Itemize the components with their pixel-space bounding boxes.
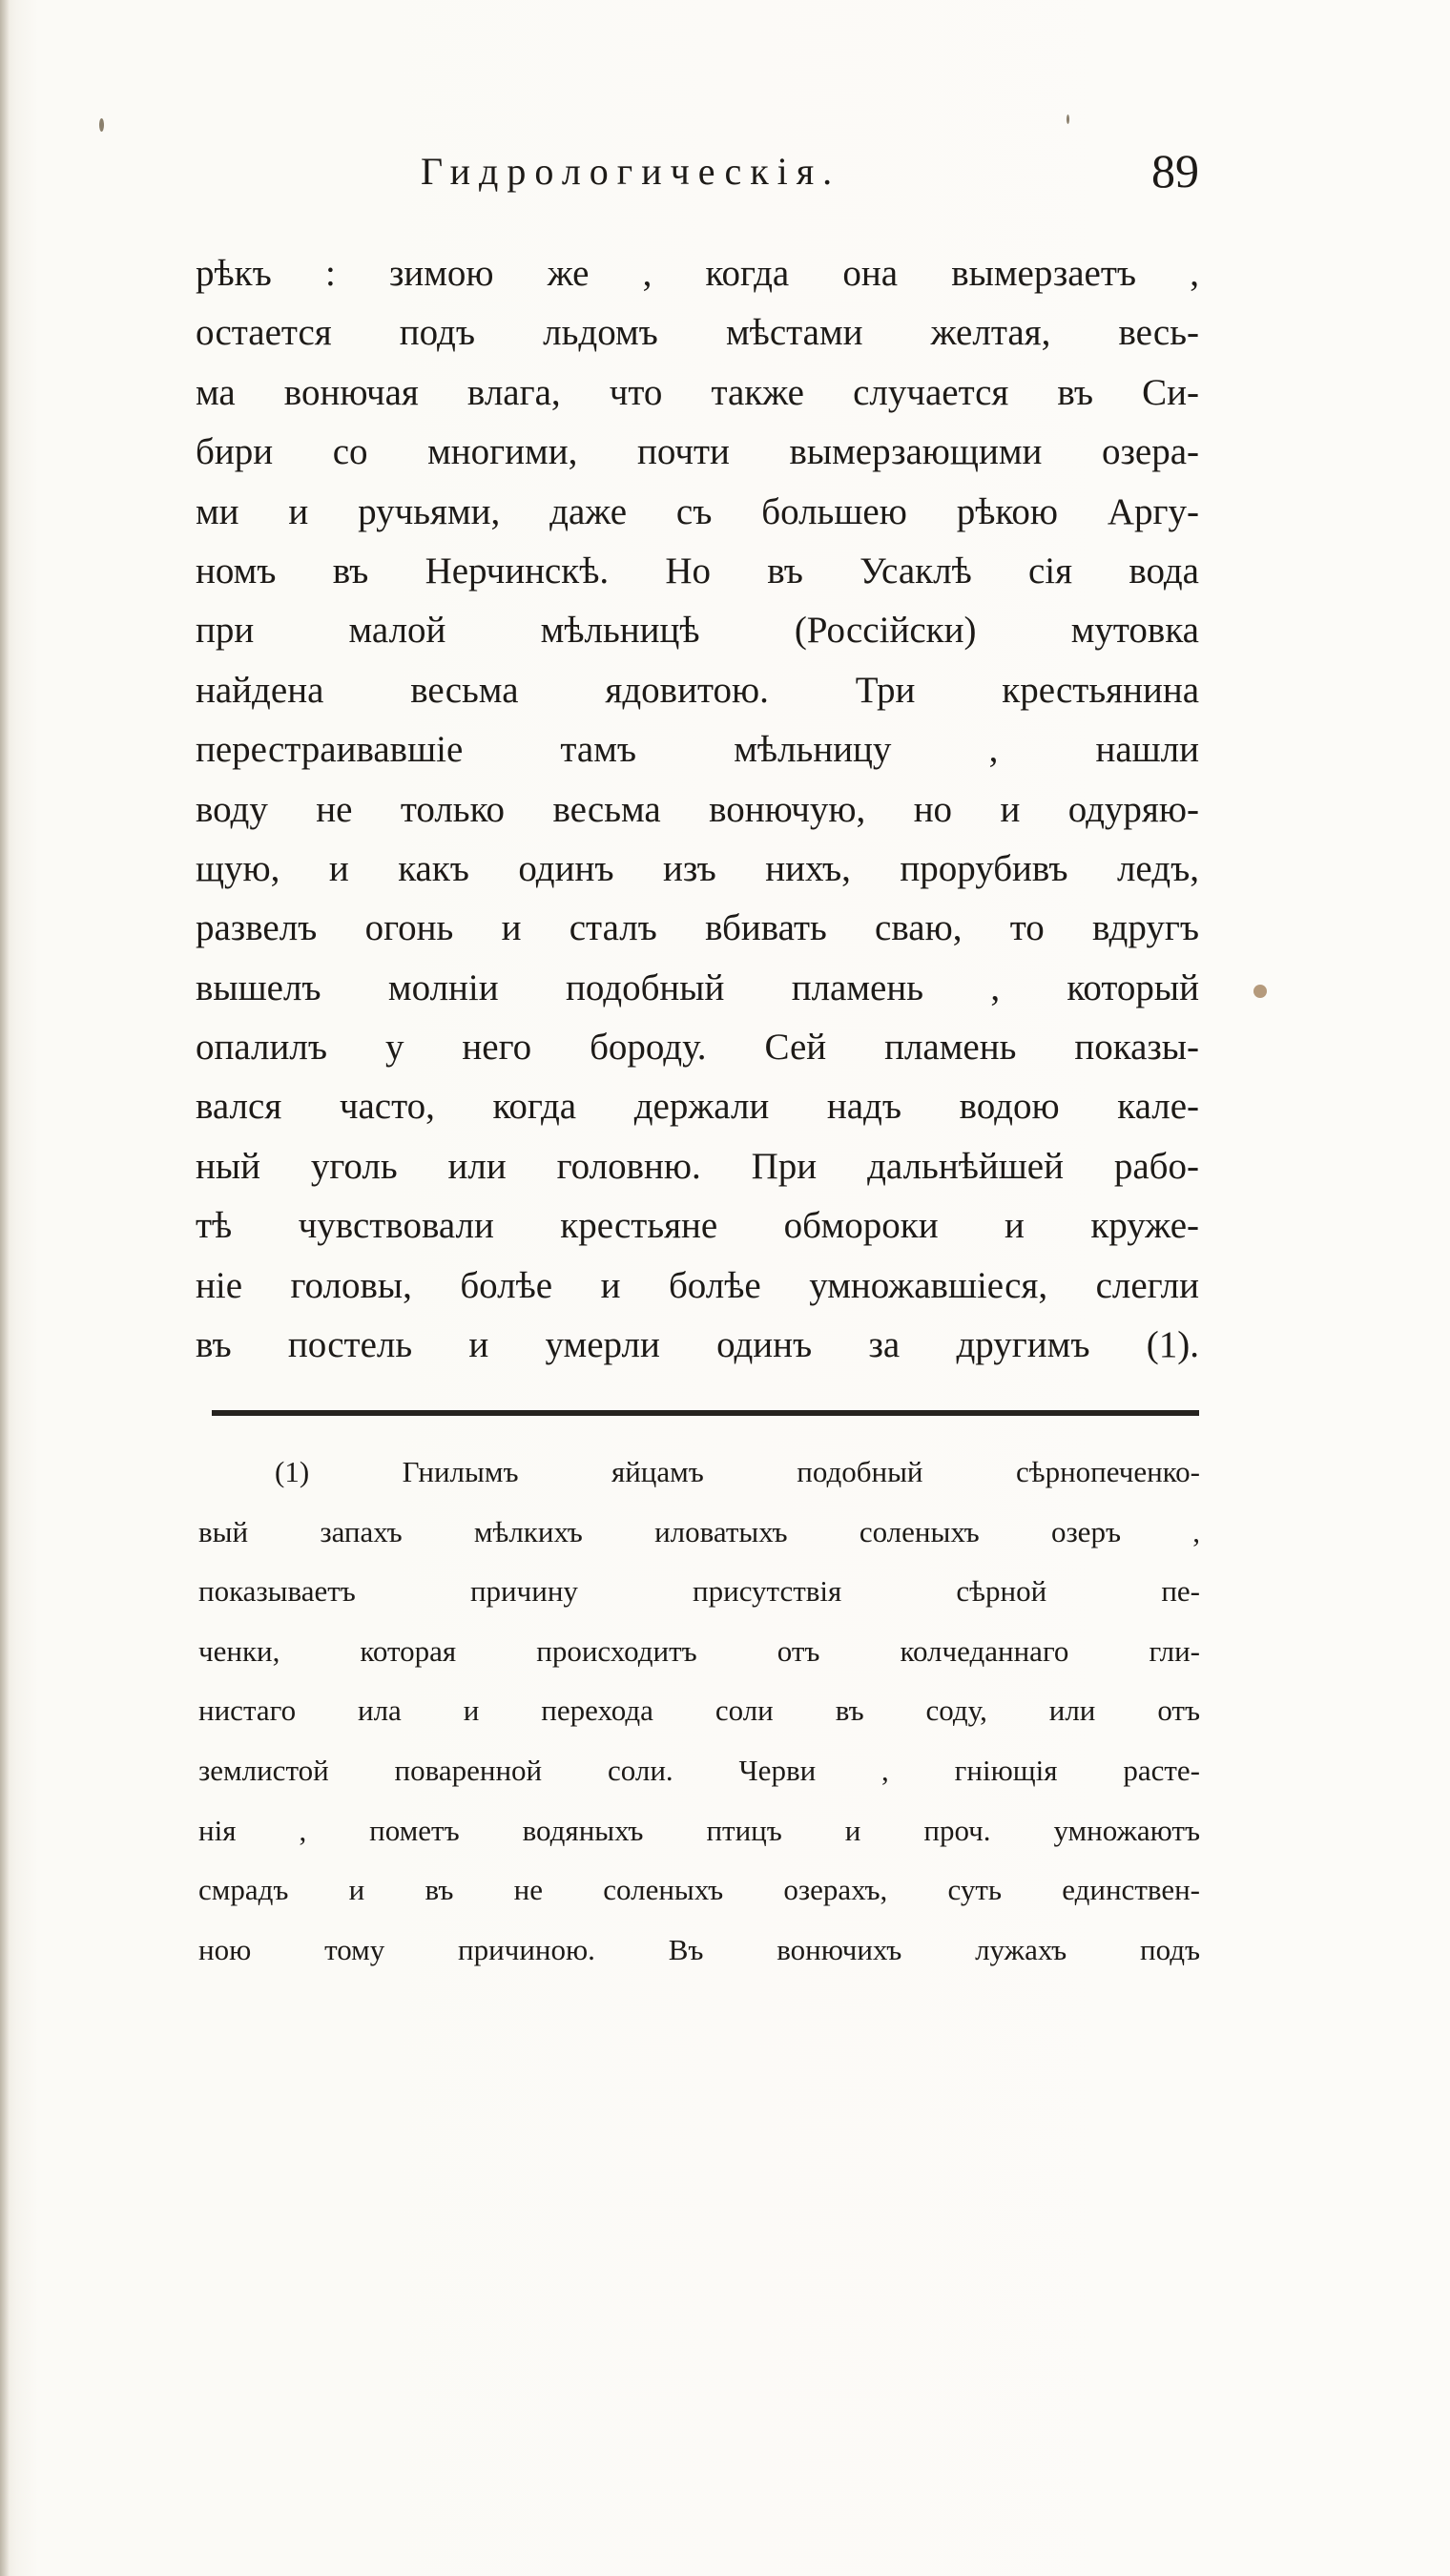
body-line: вышелъ молніи подобный пламень , который (196, 966, 1199, 1008)
body-line: перестраивавшіе тамъ мѣльницу , нашли (196, 729, 1199, 771)
footnote-line: нистаго ила и перехода соли въ соду, или отъ (198, 1693, 1200, 1728)
footnote-line: нія , пометъ водяныхъ птицъ и проч. умножаютъ (198, 1813, 1200, 1847)
running-head (176, 141, 1199, 208)
body-text (196, 244, 1199, 1375)
footnote-line: ною тому причиною. Въ вонючихъ лужахъ подъ (198, 1932, 1200, 1966)
paper-speck (99, 118, 104, 132)
footnote-line: (1) Гнилымъ яйцамъ подобный сѣрнопеченко- (275, 1455, 1200, 1488)
footnote (198, 1443, 1200, 1980)
body-line: остается подъ льдомъ мѣстами желтая, весь- (196, 312, 1199, 354)
body-line: найдена весьма ядовитою. Три крестьянина (196, 669, 1199, 711)
footnote-line: землистой поваренной соли. Черви , гніющія расте- (198, 1753, 1200, 1787)
body-line: ми и ручьями, даже съ большею рѣкою Аргу- (196, 490, 1199, 532)
body-line: тѣ чувствовали крестьяне обмороки и круже- (196, 1205, 1199, 1247)
footnote-line: смрадъ и въ не соленыхъ озерахъ, суть единствен- (198, 1873, 1200, 1907)
body-line: бири со многими, почти вымерзающими озера- (196, 431, 1199, 473)
paper-speck (1067, 114, 1069, 124)
body-line: развелъ огонь и сталъ вбивать сваю, то вдругъ (196, 907, 1199, 949)
body-line: воду не только весьма вонючую, но и одуряю- (196, 788, 1199, 830)
footnote-line: вый запахъ мѣлкихъ иловатыхъ соленыхъ озеръ , (198, 1514, 1200, 1548)
page-number: 89 (1151, 144, 1199, 197)
footnote-line: показываетъ причину присутствія сѣрной пе- (198, 1574, 1200, 1609)
body-line: рѣкъ : зимою же , когда она вымерзаетъ , (196, 253, 1199, 294)
running-title: Гидрологическія. (421, 150, 841, 193)
body-line: въ постель и умерли одинъ за другимъ (1). (196, 1324, 1199, 1366)
footnote-divider (212, 1410, 1199, 1416)
paper-speck (1253, 985, 1267, 998)
footnote-line: ченки, которая происходитъ отъ колчеданнаго гли- (198, 1633, 1200, 1668)
body-line: номъ въ Нерчинскѣ. Но въ Усаклѣ сія вода (196, 550, 1199, 592)
body-line: ма вонючая влага, что также случается въ Си- (196, 371, 1199, 413)
body-line: вался часто, когда держали надъ водою кале- (196, 1086, 1199, 1128)
body-line: ный уголь или головню. При дальнѣйшей рабо- (196, 1145, 1199, 1187)
body-line: ніе головы, болѣе и болѣе умножавшіеся, слегли (196, 1264, 1199, 1306)
body-line: щую, и какъ одинъ изъ нихъ, прорубивъ ледъ, (196, 847, 1199, 889)
body-line: при малой мѣльницѣ (Россійски) мутовка (196, 610, 1199, 652)
page-spine-shadow (0, 0, 10, 2576)
body-line: опалилъ у него бороду. Сей пламень показы- (196, 1027, 1199, 1069)
